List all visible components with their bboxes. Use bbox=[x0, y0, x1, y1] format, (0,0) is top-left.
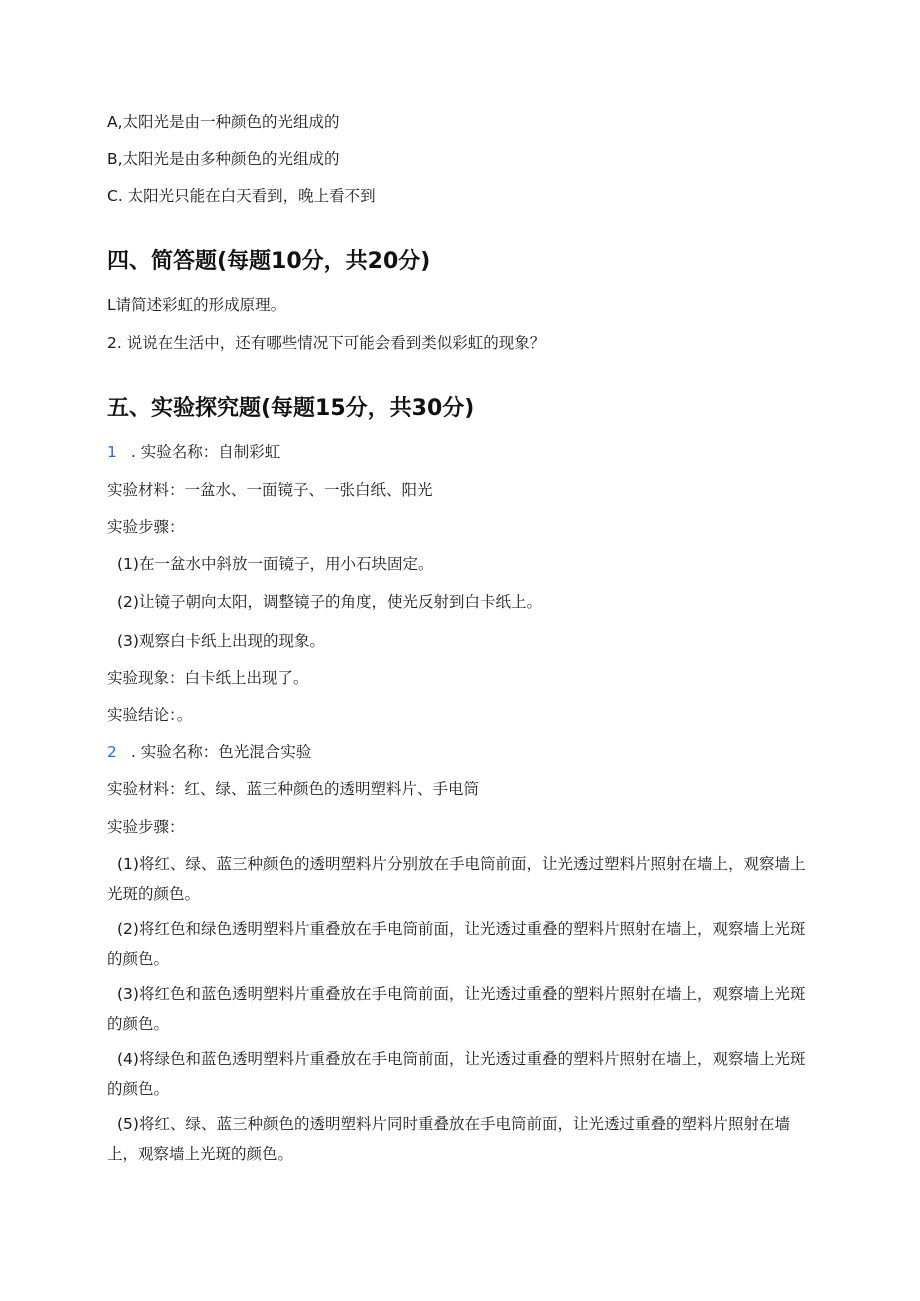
experiment-1-step-2: (2)让镜子朝向太阳，调整镜子的角度，使光反射到白卡纸上。 bbox=[117, 593, 542, 611]
section-5-heading: 五、实验探究题(每题15分，共30分) bbox=[107, 396, 475, 421]
experiment-2-title bbox=[107, 742, 311, 762]
option-b: B,太阳光是由多种颜色的光组成的 bbox=[107, 150, 340, 168]
experiment-2-name: . 实验名称：色光混合实验 bbox=[130, 743, 312, 761]
experiment-2-step-2: (2)将红色和绿色透明塑料片重叠放在手电筒前面，让光透过重叠的塑料片照射在墙上，观察墙上光斑的颜色。 bbox=[107, 920, 806, 968]
experiment-1-step-1: (1)在一盆水中斜放一面镜子，用小石块固定。 bbox=[117, 555, 434, 573]
experiment-1-steps-label: 实验步骤： bbox=[107, 518, 185, 536]
experiment-1-number: 1 bbox=[107, 443, 117, 461]
experiment-1-phenomenon: 实验现象：白卡纸上出现了。 bbox=[107, 669, 309, 687]
experiment-2-step-3: (3)将红色和蓝色透明塑料片重叠放在手电筒前面，让光透过重叠的塑料片照射在墙上，观察墙上光斑的颜色。 bbox=[107, 985, 806, 1033]
option-a: A,太阳光是由一种颜色的光组成的 bbox=[107, 113, 340, 131]
short-answer-question-1: L请简述彩虹的形成原理。 bbox=[107, 296, 287, 314]
experiment-2-materials: 实验材料：红、绿、蓝三种颜色的透明塑料片、手电筒 bbox=[107, 780, 480, 798]
short-answer-question-2: 2. 说说在生活中，还有哪些情况下可能会看到类似彩虹的现象？ bbox=[107, 334, 546, 352]
option-c: C. 太阳光只能在白天看到，晚上看不到 bbox=[107, 187, 376, 205]
experiment-2-steps-label: 实验步骤： bbox=[107, 818, 185, 836]
experiment-1-title bbox=[107, 442, 280, 462]
section-4-heading: 四、简答题(每题10分，共20分) bbox=[107, 249, 431, 274]
experiment-1-name: . 实验名称：自制彩虹 bbox=[130, 443, 281, 461]
experiment-2-step-4: (4)将绿色和蓝色透明塑料片重叠放在手电筒前面，让光透过重叠的塑料片照射在墙上，观察墙上光斑的颜色。 bbox=[107, 1050, 806, 1098]
experiment-2-step-5: (5)将红、绿、蓝三种颜色的透明塑料片同时重叠放在手电筒前面，让光透过重叠的塑料片照射在墙上，观察墙上光斑的颜色。 bbox=[107, 1115, 790, 1163]
experiment-1-materials: 实验材料：一盆水、一面镜子、一张白纸、阳光 bbox=[107, 481, 433, 499]
experiment-1-step-3: (3)观察白卡纸上出现的现象。 bbox=[117, 632, 325, 650]
experiment-2-number: 2 bbox=[107, 743, 117, 761]
experiment-2-step-1: (1)将红、绿、蓝三种颜色的透明塑料片分别放在手电筒前面，让光透过塑料片照射在墙上，观察墙上光斑的颜色。 bbox=[107, 855, 806, 903]
experiment-1-conclusion: 实验结论：。 bbox=[107, 706, 193, 724]
